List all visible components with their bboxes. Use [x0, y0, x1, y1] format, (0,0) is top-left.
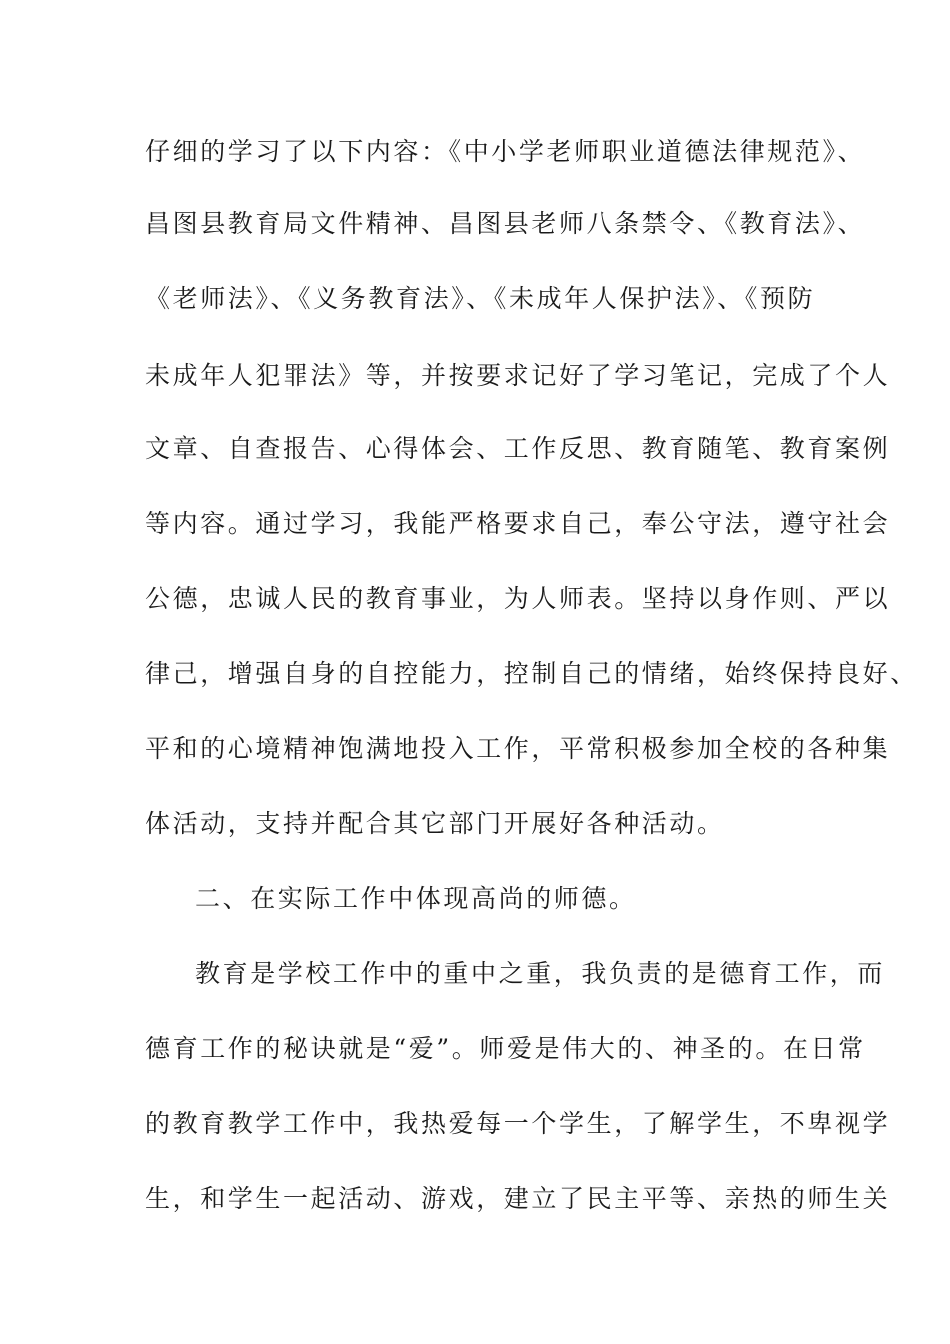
text-line: 体活动，支持并配合其它部门开展好各种活动。: [145, 809, 725, 838]
text-line: 律己，增强自身的自控能力，控制自己的情绪，始终保持良好、: [145, 659, 918, 688]
section-heading: 二、在实际工作中体现高尚的师德。: [195, 884, 637, 913]
text-line: 教育是学校工作中的重中之重，我负责的是德育工作，而: [195, 959, 886, 988]
text-line: 的教育教学工作中，我热爱每一个学生，了解学生，不卑视学: [145, 1109, 891, 1138]
text-line: 平和的心境精神饱满地投入工作，平常积极参加全校的各种集: [145, 734, 891, 763]
text-line: 昌图县教育局文件精神、昌图县老师八条禁令、《教育法》、: [145, 209, 866, 238]
text-line: 德育工作的秘诀就是“爱”。师爱是伟大的、神圣的。在日常: [145, 1034, 866, 1063]
text-line: 《老师法》、《义务教育法》、《未成年人保护法》、《预防: [145, 284, 816, 313]
text-line: 仔细的学习了以下内容：《中小学老师职业道德法律规范》、: [145, 137, 866, 166]
text-line: 未成年人犯罪法》等，并按要求记好了学习笔记，完成了个人: [145, 361, 891, 390]
text-line: 公德，忠诚人民的教育事业，为人师表。坚持以身作则、严以: [145, 584, 891, 613]
text-line: 文章、自查报告、心得体会、工作反思、教育随笔、教育案例: [145, 434, 891, 463]
text-line: 生，和学生一起活动、游戏，建立了民主平等、亲热的师生关: [145, 1184, 891, 1213]
text-line: 等内容。通过学习，我能严格要求自己，奉公守法，遵守社会: [145, 509, 891, 538]
